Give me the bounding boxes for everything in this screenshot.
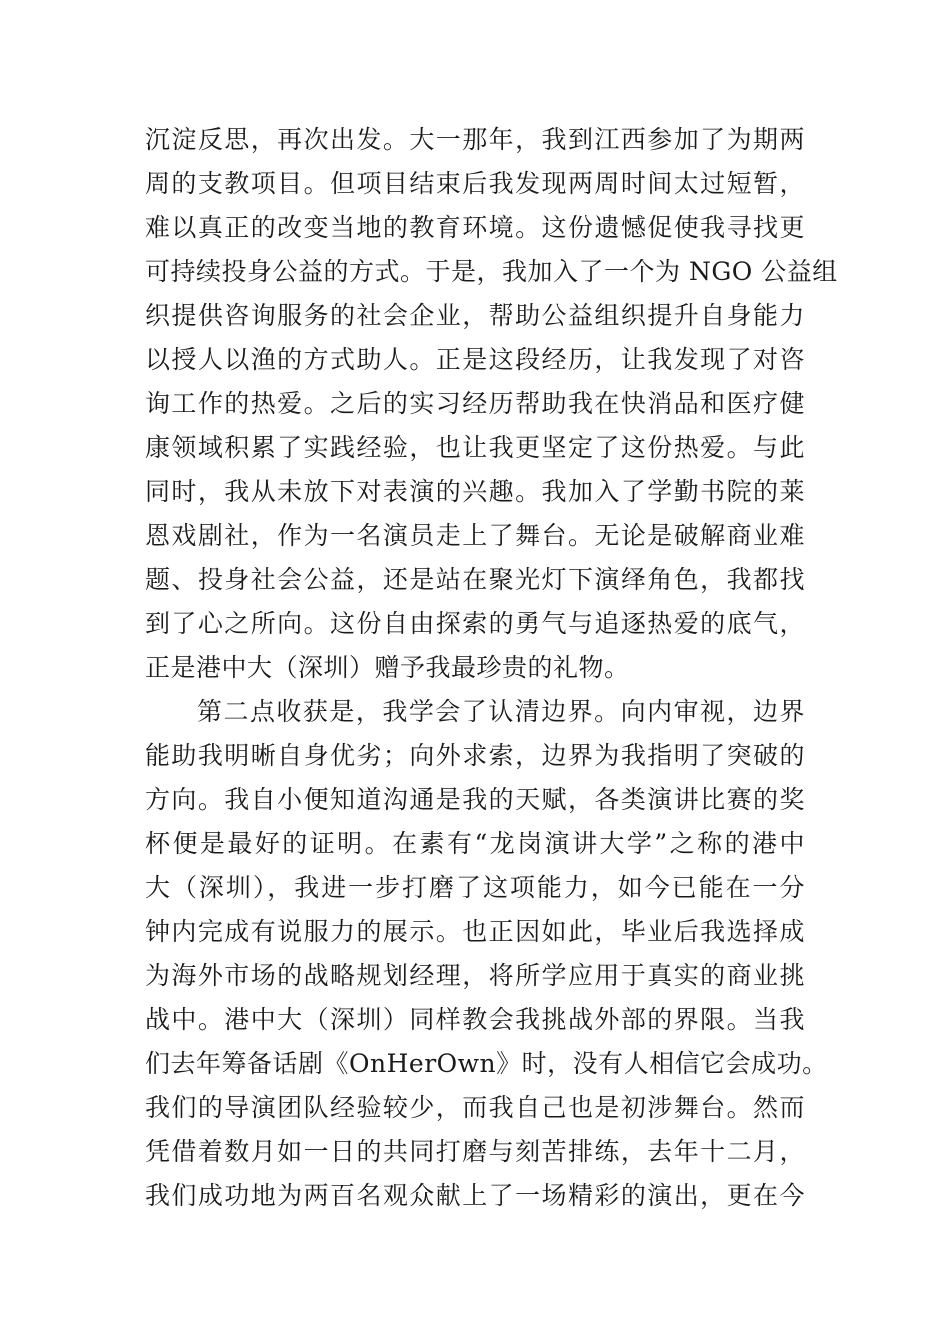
text-line: 方向。我自小便知道沟通是我的天赋，各类演讲比赛的奖 <box>145 785 805 814</box>
text-line: 杯便是最好的证明。在素有“龙岗演讲大学”之称的港中 <box>145 829 805 858</box>
text-line: 恩戏剧社，作为一名演员走上了舞台。无论是破解商业难 <box>145 521 805 550</box>
paragraph-first-line: 第二点收获是，我学会了认清边界。向内审视，边界 <box>197 697 805 726</box>
text-line: 可持续投身公益的方式。于是，我加入了一个为 NGO 公益组 <box>145 257 838 286</box>
text-line: 大（深圳），我进一步打磨了这项能力，如今已能在一分 <box>145 873 805 902</box>
text-line: 我们的导演团队经验较少，而我自己也是初涉舞台。然而 <box>145 1093 805 1122</box>
text-line: 正是港中大（深圳）赠予我最珍贵的礼物。 <box>145 653 630 682</box>
text-line: 题、投身社会公益，还是站在聚光灯下演绎角色，我都找 <box>145 565 805 594</box>
text-line: 为海外市场的战略规划经理，将所学应用于真实的商业挑 <box>145 961 805 990</box>
text-line: 织提供咨询服务的社会企业，帮助公益组织提升自身能力 <box>145 301 805 330</box>
text-line: 同时，我从未放下对表演的兴趣。我加入了学勤书院的莱 <box>145 477 805 506</box>
text-line: 我们成功地为两百名观众献上了一场精彩的演出，更在今 <box>145 1181 805 1210</box>
text-line: 到了心之所向。这份自由探索的勇气与追逐热爱的底气， <box>145 609 805 638</box>
text-line: 钟内完成有说服力的展示。也正因如此，毕业后我选择成 <box>145 917 805 946</box>
text-line: 康领域积累了实践经验，也让我更坚定了这份热爱。与此 <box>145 433 805 462</box>
text-line: 能助我明晰自身优劣；向外求索，边界为我指明了突破的 <box>145 741 805 770</box>
text-line: 沉淀反思，再次出发。大一那年，我到江西参加了为期两 <box>145 125 805 154</box>
text-line: 以授人以渔的方式助人。正是这段经历，让我发现了对咨 <box>145 345 805 374</box>
text-line: 们去年筹备话剧《OnHerOwn》时，没有人相信它会成功。 <box>145 1049 828 1078</box>
text-line: 询工作的热爱。之后的实习经历帮助我在快消品和医疗健 <box>145 389 805 418</box>
text-line: 凭借着数月如一日的共同打磨与刻苦排练，去年十二月， <box>145 1137 805 1166</box>
text-line: 周的支教项目。但项目结束后我发现两周时间太过短暂， <box>145 169 805 198</box>
text-line: 难以真正的改变当地的教育环境。这份遗憾促使我寻找更 <box>145 213 805 242</box>
text-line: 战中。港中大（深圳）同样教会我挑战外部的界限。当我 <box>145 1005 805 1034</box>
